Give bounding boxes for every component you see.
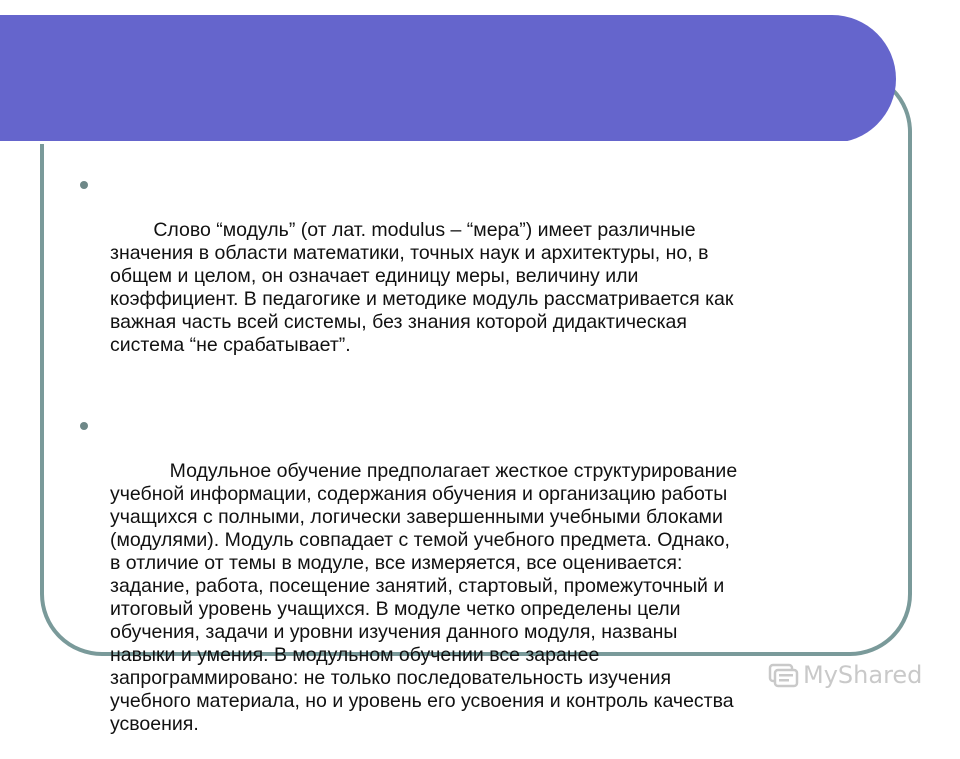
bullet-text: Модульное обучение предполагает жесткое структурирование учебной информации, содержания обучения и организацию работы учащихся с полными, логически завершенными учебными блоками (модулями). Модуль совпадает с темой учебного предмета. Однако, в отличие от темы в модуле, все измеряется, все оценивается: задание, работа, посещение занятий, стартовый, промежуточный и итоговый уровень учащихся. В модуле четко определены цели обучения, задачи и уровни изучения данного модуля, названы навыки и умения. В модульном обучении все заранее запрограммировано: не только последовательность изучения учебного материала, но и уровень его усвоения и контроль качества усвоения. bbox=[110, 460, 738, 735]
bullet-dot-icon bbox=[80, 181, 88, 189]
bullet-item-modular-learning bbox=[70, 414, 900, 759]
bullet-text: Слово “модуль” (от лат. modulus – “мера”) имеет различные значения в области математики, точных наук и архитектуры, но, в общем и целом, он означает единицу меры, величину или коэффициент. В педагогике и методике модуль рассматривается как важная часть всей системы, без знания которой дидактическая система “не срабатывает”. bbox=[110, 219, 734, 356]
watermark-text: MyShared bbox=[803, 661, 923, 689]
bullet-dot-icon bbox=[80, 422, 88, 430]
header-band bbox=[0, 15, 896, 143]
header-divider-line bbox=[0, 141, 850, 144]
myshared-logo-icon bbox=[767, 659, 799, 691]
myshared-watermark[interactable] bbox=[767, 655, 937, 695]
bullet-item-module-definition bbox=[70, 173, 900, 380]
